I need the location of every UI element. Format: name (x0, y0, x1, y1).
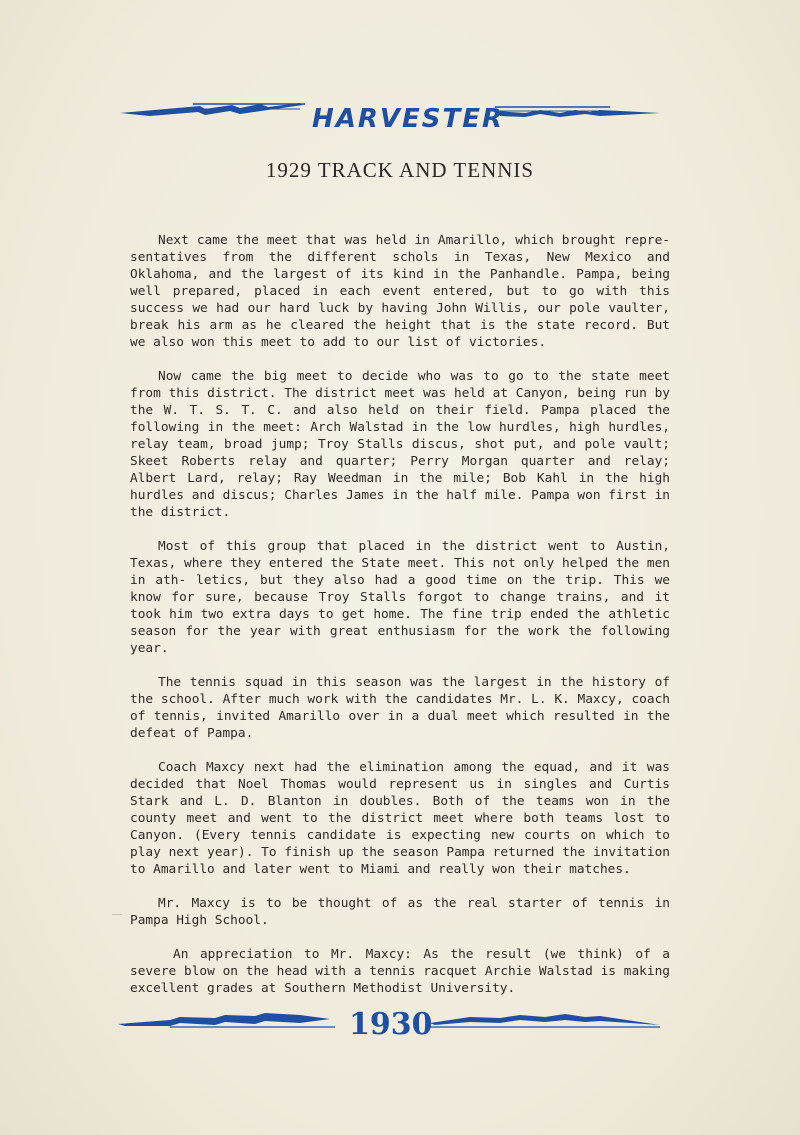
harvester-title: HARVESTER (312, 104, 505, 134)
paragraph-appreciation: An appreciation to Mr. Maxcy: As the result (we think) of a severe blow on the head with a tennis racquet Archie Walstad is making excellent grades at Southern Methodist University. (130, 947, 670, 996)
paragraph-elimination: Coach Maxcy next had the elimination among the equad, and it was decided that Noel Thomas would represent us in singles and Curtis Stark and L. D. Blanton in doubles. Both of the teams won in the county meet and went to the district meet where both teams lost to Canyon. (Every tennis candidate is expecting new courts on which to play next year). To finish up the season Pampa returned the invitation to Amarillo and later went to Miami and really won their matches. (130, 760, 670, 877)
paragraph-state-meet: Most of this group that placed in the district went to Austin, Texas, where they entered the State meet. This not only helped the men in ath- letics, but they also had a good time on the trip. This we know for sure, because Troy Stalls forgot to change trains, and it took him two extra days to get home. The fine trip ended the athletic season for the year with great enthusiasm for the work the following year. (130, 539, 670, 656)
paragraph-district-meet: Now came the big meet to decide who was to go to the state meet from this district. The district meet was held at Canyon, being run by the W. T. S. T. C. and also held on their field. Pampa placed the following in the meet: Arch Walstad in the low hurdles, high hurdles, relay team, broad jump; Troy Stalls discus, shot put, and pole vault; Skeet Roberts relay and quarter; Perry Morgan quarter and relay; Albert Lard, relay; Ray Weedman in the mile; Bob Kahl in the high hurdles and discus; Charles James in the half mile. Pampa won first in the district. (130, 369, 670, 520)
paragraph-maxcy-starter: Mr. Maxcy is to be thought of as the real starter of tennis in Pampa High School. (130, 896, 670, 928)
footer-year: 1930 (349, 1007, 433, 1042)
paragraph-amarillo-meet: Next came the meet that was held in Amarillo, which brought repre- sentatives from the different schols in Texas, New Mexico and Oklahoma, and the largest of its kind in the Panhandle. Pampa, being well prepared, placed in each event entered, but to go with this success we had our hard luck by having John Willis, our pole vaulter, break his arm as he cleared the height that is the state record. But we also won this meet to add to our list of victories. (130, 233, 670, 350)
footer-banner (0, 1005, 800, 1045)
header-banner (0, 100, 800, 140)
article-body (130, 232, 670, 1014)
page-smudge (112, 914, 122, 915)
page-title: 1929 TRACK AND TENNIS (265, 158, 535, 182)
paragraph-tennis-squad: The tennis squad in this season was the largest in the history of the school. After much work with the candidates Mr. L. K. Maxcy, coach of tennis, invited Amarillo over in a dual meet which resulted in the defeat of Pampa. (130, 675, 670, 741)
